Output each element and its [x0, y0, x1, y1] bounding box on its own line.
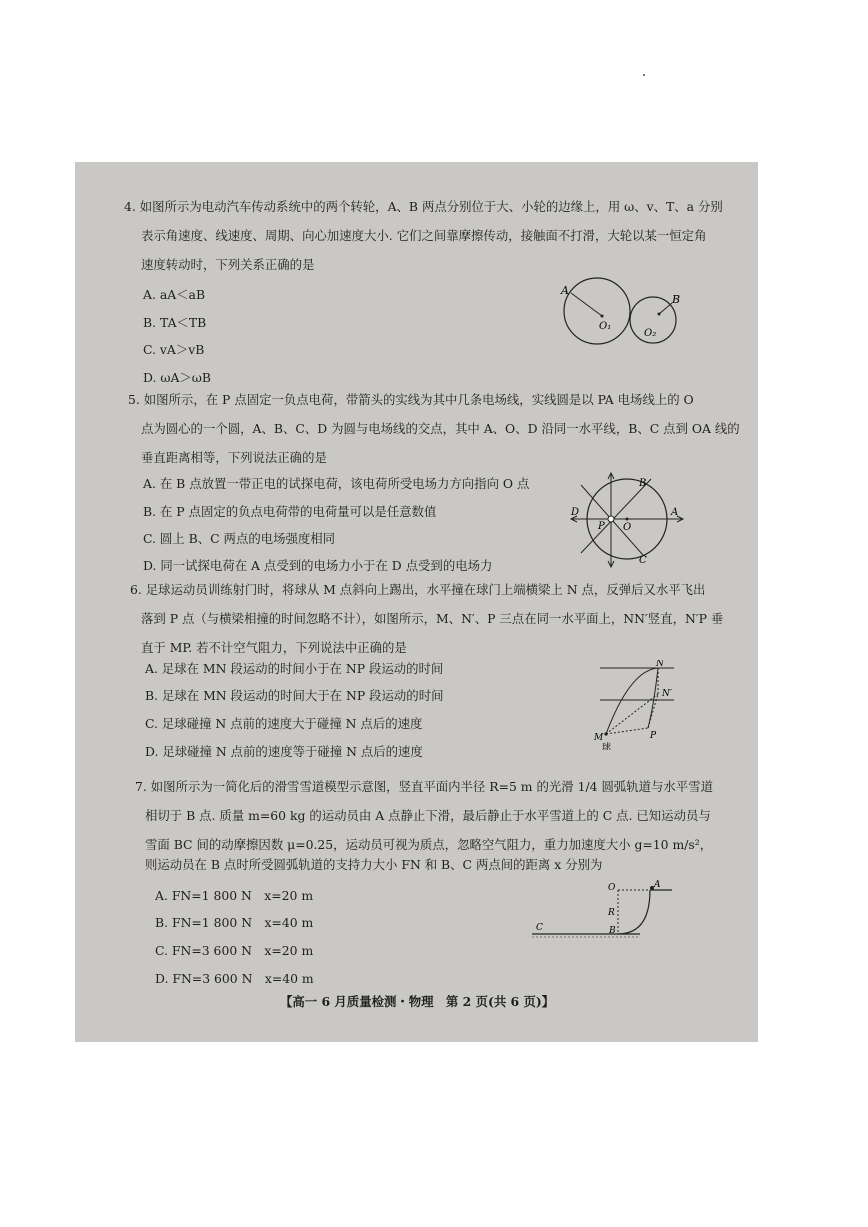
label-m: M — [594, 733, 604, 743]
q5-option-a: A. 在 B 点放置一带正电的试探电荷，该电荷所受电场力方向指向 O 点 — [143, 476, 530, 491]
q5-option-d: D. 同一试探电荷在 A 点受到的电场力小于在 D 点受到的电场力 — [143, 558, 493, 573]
q5-line-1: 5. 如图所示，在 P 点固定一负点电荷，带箭头的实线为其中几条电场线，实线圆是以 PA 电场线上的 O — [128, 392, 694, 407]
label-a: A — [654, 880, 661, 890]
q7-option-b: B. FN=1 800 N x=40 m — [155, 915, 314, 930]
q6-football-figure — [592, 660, 676, 750]
q6-line-1: 6. 足球运动员训练射门时，将球从 M 点斜向上踢出，水平撞在球门上端横梁上 N 点，反弹后又水平飞出 — [130, 582, 706, 597]
q5-option-b: B. 在 P 点固定的负点电荷带的电荷量可以是任意数值 — [143, 504, 437, 519]
q4-option-b: B. TA＜TB — [143, 315, 207, 330]
q5-option-c: C. 圆上 B、C 两点的电场强度相同 — [143, 531, 336, 546]
q4-line-3: 速度转动时，下列关系正确的是 — [141, 257, 315, 272]
q7-line-1: 7. 如图所示为一简化后的滑雪雪道模型示意图，竖直平面内半径 R=5 m 的光滑 1/4 圆弧轨道与水平雪道 — [135, 779, 713, 794]
q4-wheels-figure — [555, 274, 705, 350]
q5-line-3: 垂直距离相等，下列说法正确的是 — [141, 450, 327, 465]
exam-page — [75, 162, 758, 1042]
label-p: P — [598, 521, 605, 532]
page-footer: 【高一 6 月质量检测・物理 第 2 页(共 6 页)】 — [280, 994, 555, 1009]
q6-option-c: C. 足球碰撞 N 点前的速度大于碰撞 N 点后的速度 — [145, 716, 423, 731]
label-c: C — [536, 923, 543, 933]
label-b: B — [639, 478, 647, 489]
q6-option-a: A. 足球在 MN 段运动的时间小于在 NP 段运动的时间 — [145, 661, 444, 676]
label-c: C — [639, 555, 647, 566]
label-n: N — [656, 660, 664, 669]
label-o2: O₂ — [644, 328, 657, 339]
label-o1: O₁ — [599, 321, 612, 332]
q4-line-1: 4. 如图所示为电动汽车传动系统中的两个转轮，A、B 两点分别位于大、小轮的边缘上，用 ω、v、T、a 分别 — [124, 199, 723, 214]
label-r: R — [608, 908, 615, 918]
q7-line-2: 相切于 B 点. 质量 m=60 kg 的运动员由 A 点静止下滑，最后静止于水平雪道上的 C 点. 已知运动员与 — [145, 808, 711, 823]
q6-line-3: 直于 MP. 若不计空气阻力，下列说法中正确的是 — [141, 640, 407, 655]
label-o: O — [608, 883, 616, 893]
label-a: A — [671, 507, 679, 518]
q6-option-d: D. 足球碰撞 N 点前的速度等于碰撞 N 点后的速度 — [145, 744, 423, 759]
q4-option-c: C. vA＞vB — [143, 342, 205, 357]
label-b: B — [609, 926, 616, 936]
q7-ski-track-figure — [530, 878, 678, 940]
speck — [643, 74, 645, 76]
q5-field-figure — [567, 469, 687, 574]
q7-line-3: 雪面 BC 间的动摩擦因数 μ=0.25，运动员可视为质点，忽略空气阻力，重力加速度大小 g=10 m/s²， — [145, 837, 713, 852]
q7-option-a: A. FN=1 800 N x=20 m — [155, 888, 314, 903]
q7-option-d: D. FN=3 600 N x=40 m — [155, 971, 314, 986]
q5-line-2: 点为圆心的一个圆，A、B、C、D 为圆与电场线的交点，其中 A、O、D 沿同一水平线，B、C 点到 OA 线的 — [141, 421, 740, 436]
label-d: D — [571, 507, 580, 518]
label-o: O — [623, 522, 632, 533]
label-n-prime: N′ — [662, 689, 672, 699]
q4-option-a: A. aA＜aB — [143, 287, 206, 302]
label-a: A — [561, 284, 569, 297]
q6-line-2: 落到 P 点（与横梁相撞的时间忽略不计），如图所示，M、N′、P 三点在同一水平面上，NN′竖直，N′P 垂 — [141, 611, 724, 626]
q6-option-b: B. 足球在 MN 段运动的时间大于在 NP 段运动的时间 — [145, 688, 444, 703]
q7-line-4: 则运动员在 B 点时所受圆弧轨道的支持力大小 FN 和 B、C 两点间的距离 x 分别为 — [145, 857, 603, 872]
label-p: P — [650, 731, 657, 741]
q4-option-d: D. ωA＞ωB — [143, 370, 212, 385]
q7-option-c: C. FN=3 600 N x=20 m — [155, 943, 314, 958]
label-ball: 球 — [602, 743, 612, 750]
label-b: B — [672, 293, 681, 306]
q4-line-2: 表示角速度、线速度、周期、向心加速度大小. 它们之间靠摩擦传动，接触面不打滑，大轮以某一恒定角 — [141, 228, 707, 243]
